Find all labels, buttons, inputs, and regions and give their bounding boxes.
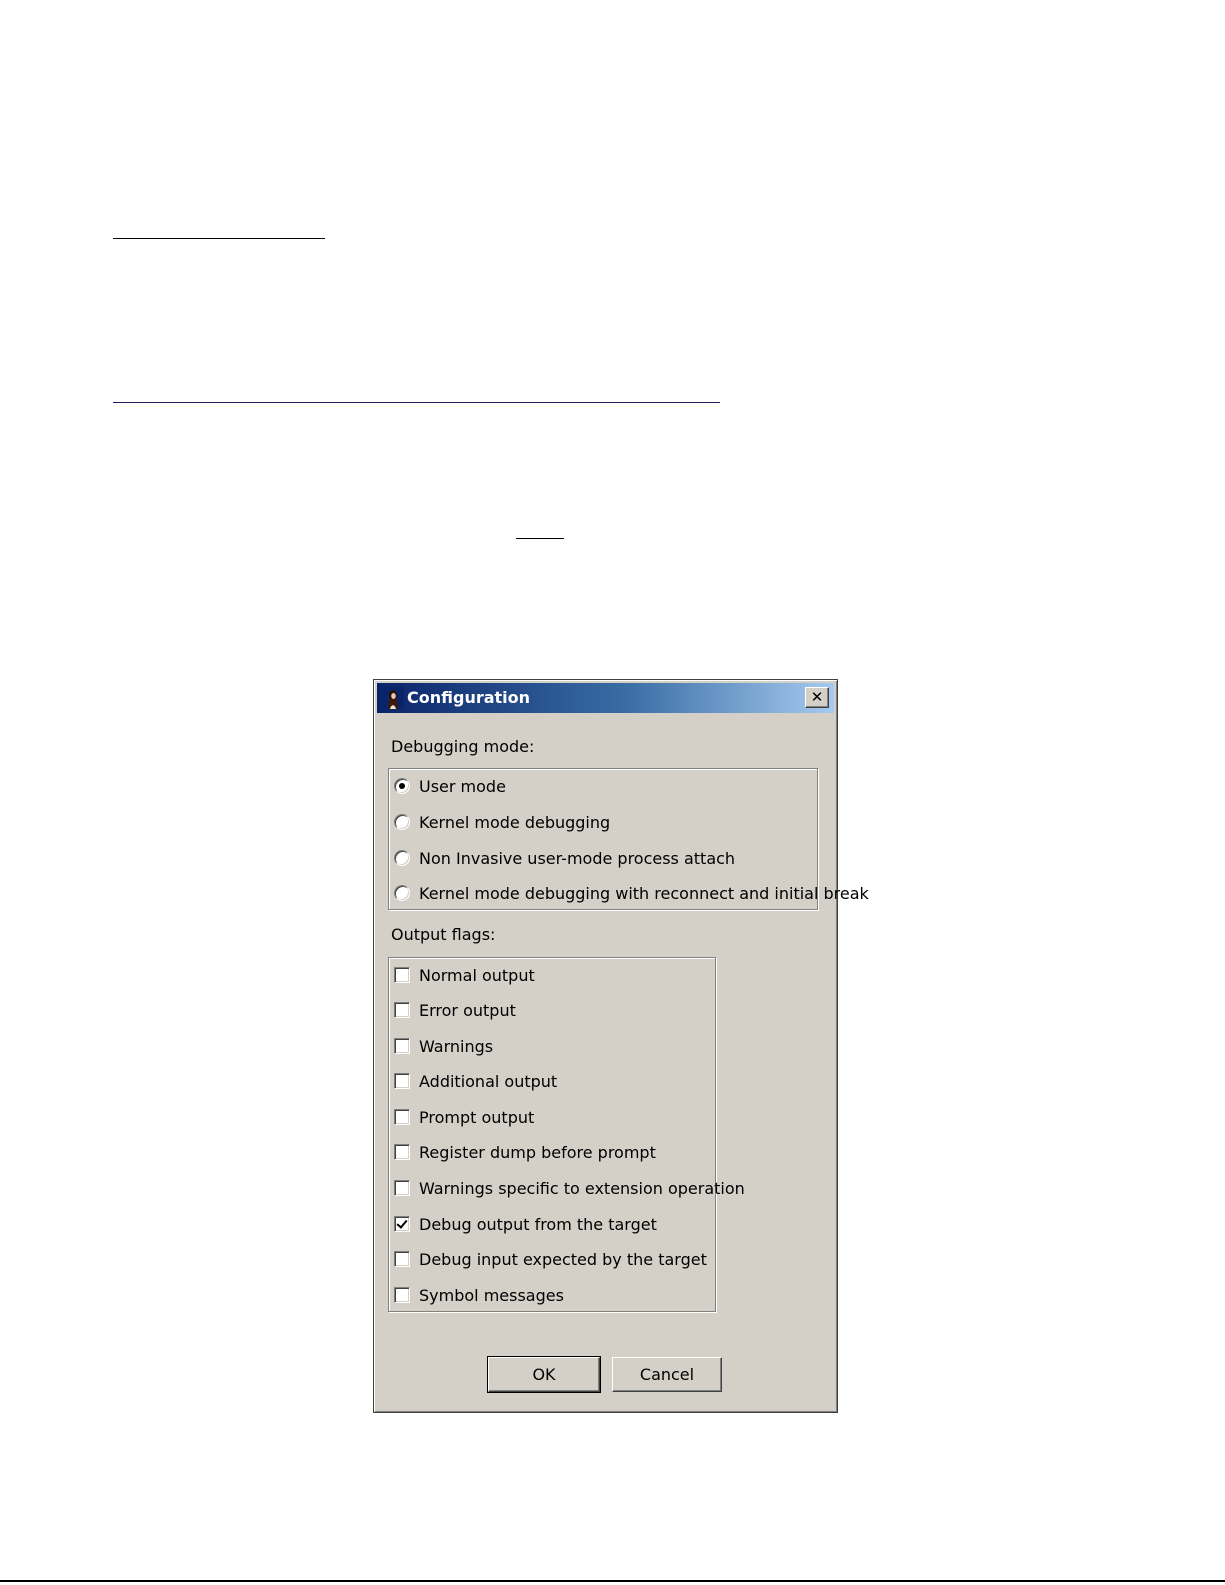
output-flags-label: Output flags: (391, 925, 496, 944)
checkbox-normal-output[interactable] (394, 960, 535, 990)
checkbox-box[interactable] (394, 1251, 410, 1267)
document-rule-3 (516, 538, 564, 539)
checkbox-box[interactable] (394, 1109, 410, 1125)
checkbox-box[interactable] (394, 1180, 410, 1196)
checkbox-box[interactable] (394, 1287, 410, 1303)
debugging-mode-group (388, 768, 869, 910)
radio-indicator[interactable] (394, 778, 410, 794)
window-title: Configuration (407, 688, 531, 707)
checkbox-box[interactable] (394, 1144, 410, 1160)
checkbox-symbol-messages[interactable] (394, 1280, 564, 1310)
close-icon: ✕ (810, 688, 824, 706)
ok-button[interactable]: OK (488, 1357, 600, 1392)
checkbox-box[interactable] (394, 1073, 410, 1089)
checkbox-additional-output[interactable] (394, 1066, 557, 1096)
checkbox-debug-input-target[interactable] (394, 1244, 707, 1274)
checkbox-label: Prompt output (419, 1107, 535, 1127)
checkbox-box[interactable] (394, 1002, 410, 1018)
checkbox-warnings[interactable] (394, 1031, 493, 1061)
checkbox-box[interactable] (394, 1216, 410, 1232)
title-bar[interactable] (377, 683, 834, 713)
page-bottom-border (0, 1580, 1225, 1582)
checkbox-box[interactable] (394, 1038, 410, 1054)
radio-indicator[interactable] (394, 814, 410, 830)
radio-indicator[interactable] (394, 850, 410, 866)
debugging-mode-label: Debugging mode: (391, 737, 535, 756)
checkbox-label: Register dump before prompt (419, 1142, 656, 1162)
checkbox-label: Normal output (419, 965, 535, 985)
checkbox-label: Additional output (419, 1071, 558, 1091)
checkbox-label: Error output (419, 1000, 516, 1020)
close-button[interactable] (805, 687, 829, 708)
checkbox-label: Debug input expected by the target (419, 1249, 707, 1269)
radio-kernel-mode[interactable] (394, 807, 610, 837)
radio-label: Kernel mode debugging (419, 812, 611, 832)
cancel-button[interactable]: Cancel (612, 1357, 722, 1392)
document-rule-1 (113, 238, 325, 239)
radio-kernel-mode-reconnect[interactable] (394, 878, 869, 908)
radio-label: Kernel mode debugging with reconnect and initial break (419, 883, 869, 903)
radio-user-mode[interactable] (394, 771, 506, 801)
radio-label: User mode (419, 776, 506, 796)
checkbox-prompt-output[interactable] (394, 1102, 534, 1132)
checkbox-label: Debug output from the target (419, 1214, 657, 1234)
checkbox-label: Symbol messages (419, 1285, 564, 1305)
radio-non-invasive-attach[interactable] (394, 843, 735, 873)
checkbox-box[interactable] (394, 967, 410, 983)
configuration-dialog (373, 679, 869, 1413)
checkbox-register-dump[interactable] (394, 1137, 656, 1167)
checkbox-label: Warnings specific to extension operation (419, 1178, 745, 1198)
checkbox-label: Warnings (419, 1036, 494, 1056)
checkbox-error-output[interactable] (394, 995, 516, 1025)
output-flags-group (388, 957, 745, 1312)
checkbox-extension-warnings[interactable] (394, 1173, 745, 1203)
document-link-underline (113, 402, 720, 403)
radio-indicator[interactable] (394, 885, 410, 901)
app-portrait-icon (382, 687, 404, 709)
radio-label: Non Invasive user-mode process attach (419, 848, 736, 868)
checkbox-debug-output-target[interactable] (394, 1209, 657, 1239)
